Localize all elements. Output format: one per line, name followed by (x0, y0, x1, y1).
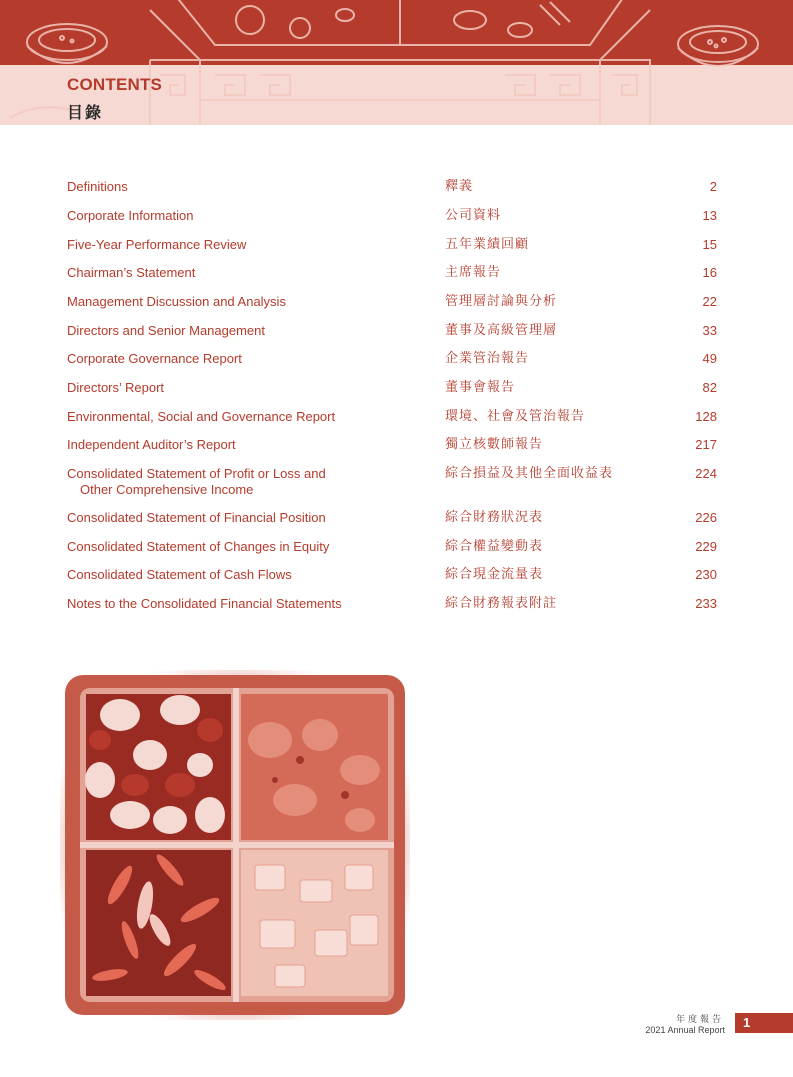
toc-page-number: 16 (702, 265, 717, 280)
toc-title-zh: 綜合財務狀況表 (445, 510, 544, 525)
toc-title-zh: 環境、社會及管治報告 (445, 409, 586, 424)
toc-title-en: Consolidated Statement of Changes in Equity (67, 539, 330, 554)
toc-page-number: 22 (702, 294, 717, 309)
footer-report-title-zh: 年度報告 (675, 1015, 724, 1025)
page-number-tab (735, 1013, 793, 1033)
toc-title-zh: 綜合損益及其他全面收益表 (445, 466, 614, 481)
toc-title-en: Consolidated Statement of Financial Position (67, 510, 326, 525)
toc-title-en: Five-Year Performance Review (67, 237, 247, 252)
toc-title-en-line2: Other Comprehensive Income (80, 482, 254, 497)
hotpot-line-art (0, 0, 793, 125)
toc-page-number: 224 (695, 466, 717, 481)
toc-title-en: Notes to the Consolidated Financial Statements (67, 596, 342, 611)
toc-title-zh: 企業管治報告 (445, 351, 530, 366)
toc-page-number: 33 (702, 323, 717, 338)
toc-title-en: Corporate Information (67, 208, 194, 223)
toc-title-zh: 綜合權益變動表 (445, 539, 544, 554)
toc-title-en: Directors and Senior Management (67, 323, 265, 338)
page-title: CONTENTS (67, 75, 163, 94)
toc-title-en: Definitions (67, 179, 128, 194)
toc-page-number: 13 (702, 208, 717, 223)
page-number: 1 (743, 1015, 751, 1030)
toc-title-zh: 管理層討論與分析 (445, 294, 558, 309)
toc-page-number: 230 (695, 567, 717, 582)
page-title-chinese: 目錄 (67, 103, 104, 122)
toc-title-en: Corporate Governance Report (67, 351, 242, 366)
toc-title-zh: 公司資料 (445, 208, 502, 223)
toc-title-zh: 董事會報告 (445, 380, 516, 395)
toc-title-en: Consolidated Statement of Cash Flows (67, 567, 292, 582)
toc-page-number: 49 (702, 351, 717, 366)
toc-page-number: 2 (709, 179, 717, 194)
toc-title-en-line1: Consolidated Statement of Profit or Loss and (67, 466, 326, 481)
footer-report-title-en: 2021 Annual Report (645, 1025, 725, 1035)
toc-page-number: 233 (695, 596, 717, 611)
toc-page-number: 229 (695, 539, 717, 554)
toc-page-number: 15 (702, 237, 717, 252)
toc-title-zh: 釋義 (445, 179, 474, 194)
toc-page-number: 82 (702, 380, 717, 395)
toc-title-zh: 綜合財務報表附註 (445, 596, 558, 611)
toc-title-en: Chairman’s Statement (67, 265, 196, 280)
toc-title-en: Independent Auditor’s Report (67, 437, 236, 452)
hotpot-photo (60, 670, 410, 1020)
toc-page-number: 217 (695, 437, 717, 452)
header-banner (0, 0, 793, 125)
toc-title-zh: 獨立核數師報告 (445, 437, 544, 452)
toc-page-number: 226 (695, 510, 717, 525)
toc-page-number: 128 (695, 409, 717, 424)
toc-title-zh: 綜合現金流量表 (445, 567, 544, 582)
toc-title-en: Directors’ Report (67, 380, 165, 395)
toc-title-zh: 主席報告 (445, 265, 502, 280)
toc-title-en: Environmental, Social and Governance Report (67, 409, 336, 424)
toc-title-zh: 董事及高級管理層 (445, 323, 558, 338)
toc-title-en (67, 466, 397, 498)
toc-title-en: Management Discussion and Analysis (67, 294, 286, 309)
toc-title-zh: 五年業績回顧 (445, 237, 530, 252)
